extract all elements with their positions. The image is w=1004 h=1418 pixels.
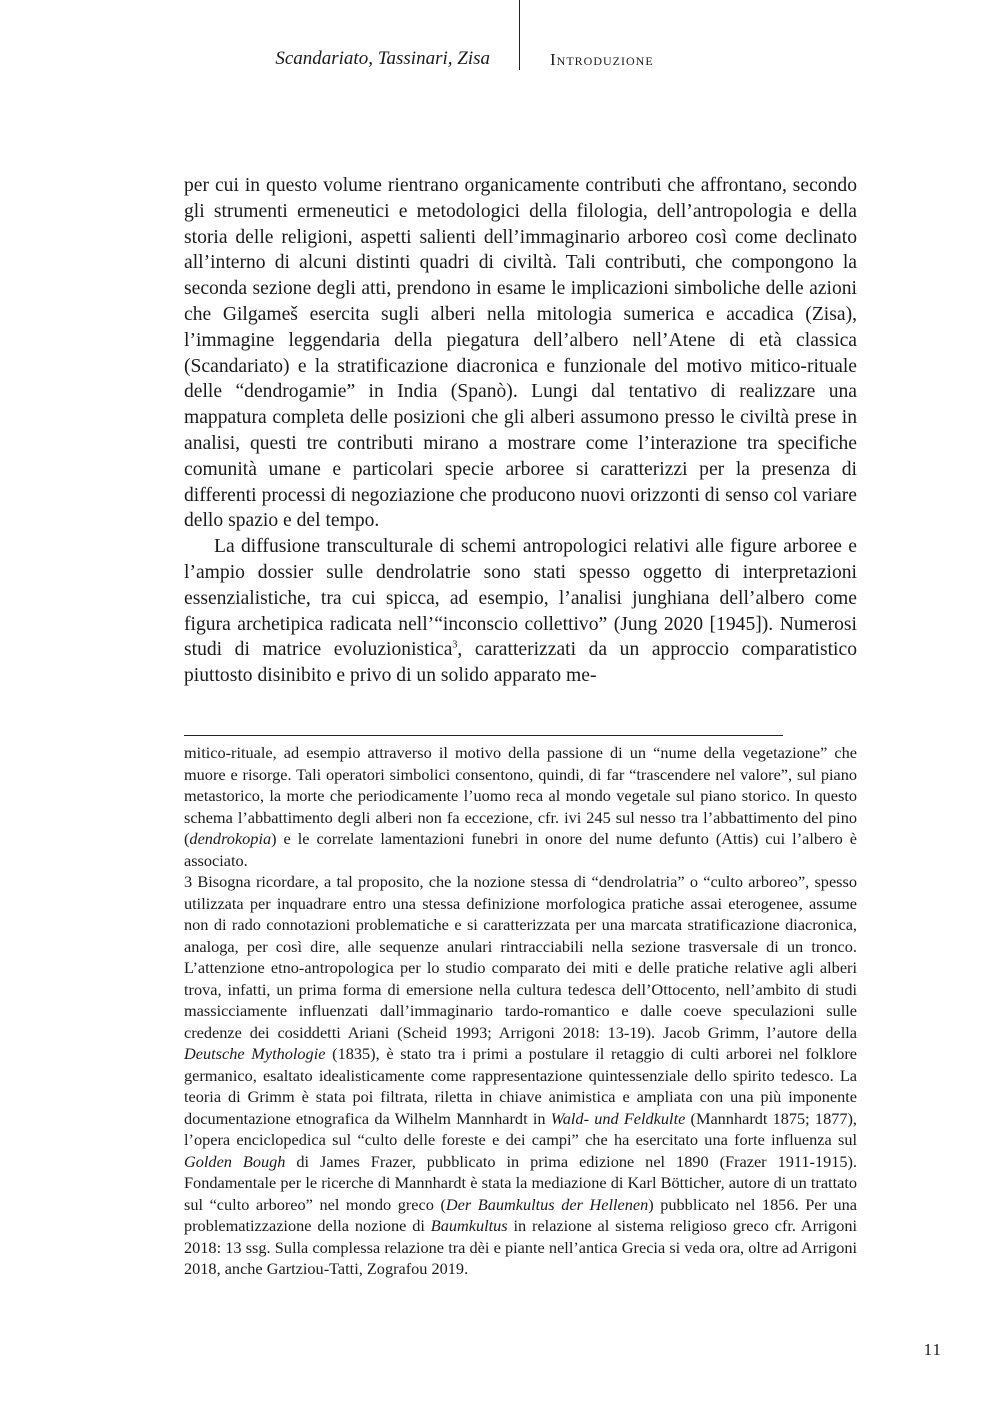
- footnote-italic: Deutsche Mythologie: [184, 1044, 326, 1063]
- footnote-text: di James Frazer, pubblicato in prima edizione nel 1890 (Frazer 1911-1915). Fondamentale per le ricerche di Mannhardt è stata la mediazione di Karl Bötticher, autore di un trattato sul “culto arboreo” nel mondo greco (: [184, 1151, 857, 1214]
- footnote-text: (1835), è stato tra i primi a postulare il retaggio di culti arborei nel folklore germanico, esaltato idealisticamente come rappresentazione quintessenziale dello spirito tedesco. La teoria di Grimm è stata poi filtrata, riletta in chiave animistica e ampliata con una più imponente documentazione etnografica da Wilhelm Mannhardt in: [184, 1044, 858, 1128]
- paragraph-text: per cui in questo volume rientrano organicamente contributi che affrontano, secondo gli strumenti ermeneutici e metodologici della filologia, dell’antropologia e della storia delle religioni, aspetti salienti dell’immaginario arboreo così come declinato all’interno di alcuni distinti quadri di civiltà. Tali contributi, che compongono la seconda sezione degli atti, prendono in esame le implicazioni simboliche delle azioni che Gilgameš esercita sugli alberi nella mitologia sumerica e accadica (Zisa), l’immagine leggendaria della piegatura dell’albero nell’Atene di età classica (Scandariato) e la stratificazione diacronica e funzionale del motivo mitico-rituale delle “dendrogamie” in India (Spanò). Lungi dal tentativo di realizzare una mappatura completa delle posizioni che gli alberi assumono presso le civiltà prese in analisi, questi tre contributi mirano a mostrare come l’interazione tra specifiche comunità umane e particolari specie arboree si caratterizzi per la presenza di differenti processi di negoziazione che producono nuovi orizzonti di senso col variare dello spazio e del tempo.: [184, 175, 857, 532]
- paragraph: [184, 173, 857, 534]
- paragraph-text: , caratterizzati da un approccio comparatistico piuttosto disinibito e privo di un solido apparato me-: [184, 639, 857, 687]
- footnote-reference[interactable]: 3: [452, 639, 458, 651]
- footnote-italic: Baumkultus: [430, 1216, 508, 1235]
- footnote-text: in relazione al sistema religioso greco cfr. Arrigoni 2018: 13 ssg. Sulla complessa relazione tra dèi e piante nell’antica Grecia si veda ora, oltre ad Arrigoni 2018, anche Gartziou-Tatti, Zografou 2019.: [184, 1216, 857, 1278]
- footnote-text: ) e le correlate lamentazioni funebri in onore del nume defunto (Attis) cui l’albero è associato.: [184, 829, 857, 870]
- footnote-separator: [184, 735, 783, 736]
- paragraph-text: La diffusione transculturale di schemi antropologici relativi alle figure arboree e l’ampio dossier sulle dendrolatrie sono stati spesso oggetto di interpretazioni essenzialistiche, tra cui spicca, ad esempio, l’analisi junghiana dell’albero come figura archetipica radicata nell’“inconscio collettivo” (Jung 2020 [1945]). Numerosi studi di matrice evoluzionistica: [184, 536, 857, 661]
- header-divider: [519, 0, 520, 70]
- footnote-2-continued: [184, 742, 857, 871]
- footnote-italic: dendrokopia: [189, 829, 272, 848]
- paragraph: [184, 534, 857, 689]
- footnote-text: Bisogna ricordare, a tal proposito, che la nozione stessa di “dendrolatria” o “culto arboreo”, spesso utilizzata per inquadrare entro una stessa definizione morfologica pratiche assai eterogenee, assume non di rado connotazioni problematiche e si caratterizzata per una marcata stratificazione diacronica, analoga, per così dire, alle sequenze anulari rintracciabili nella sezione trasversale di un tronco. L’attenzione etno-antropologica per lo studio comparato dei miti e delle pratiche relative agli alberi trova, infatti, un prima forma di emersione nella cultura tedesca dell’Ottocento, nell’ambito di studi massicciamente influenzati dall’immaginario tardo-romantico e dalle coeve speculazioni sulle credenze dei cosiddetti Ariani (Scheid 1993; Arrigoni 2018: 13-19). Jacob Grimm, l’autore della: [184, 872, 857, 1042]
- footnote-number: 3: [184, 872, 193, 891]
- footnote-text: ) pubblicato nel 1856. Per una problematizzazione della nozione di: [184, 1194, 858, 1235]
- footnote-italic: Golden Bough: [184, 1151, 286, 1171]
- footnote-text: (Mannhardt 1875; 1877), l’opera enciclopedica sul “culto delle foreste e dei campi” che ha esercitato una forte influenza sul: [184, 1108, 857, 1149]
- running-head-section: Introduzione: [550, 50, 654, 69]
- footnote-text: mitico-rituale, ad esempio attraverso il motivo della passione di un “nume della vegetazione” che muore e risorge. Tali operatori simbolici consentono, quindi, di far “trascendere nel valore”, sul piano metastorico, la morte che periodicamente l’uomo reca al mondo vegetale sul piano storico. In questo schema l’abbattimento degli alberi non fa eccezione, cfr. ivi 245 sul nesso tra l’abbattimento del pino (: [184, 743, 857, 848]
- footnote-italic: Der Baumkultus der Hellenen: [445, 1194, 649, 1214]
- footnote-italic: Wald- und Feldkulte: [550, 1108, 686, 1128]
- footnote-3: [184, 871, 857, 1280]
- body-text: [184, 173, 857, 689]
- footnotes: [184, 742, 857, 1280]
- running-head-authors: Scandariato, Tassinari, Zisa: [275, 48, 490, 69]
- page-number: 11: [923, 1340, 942, 1359]
